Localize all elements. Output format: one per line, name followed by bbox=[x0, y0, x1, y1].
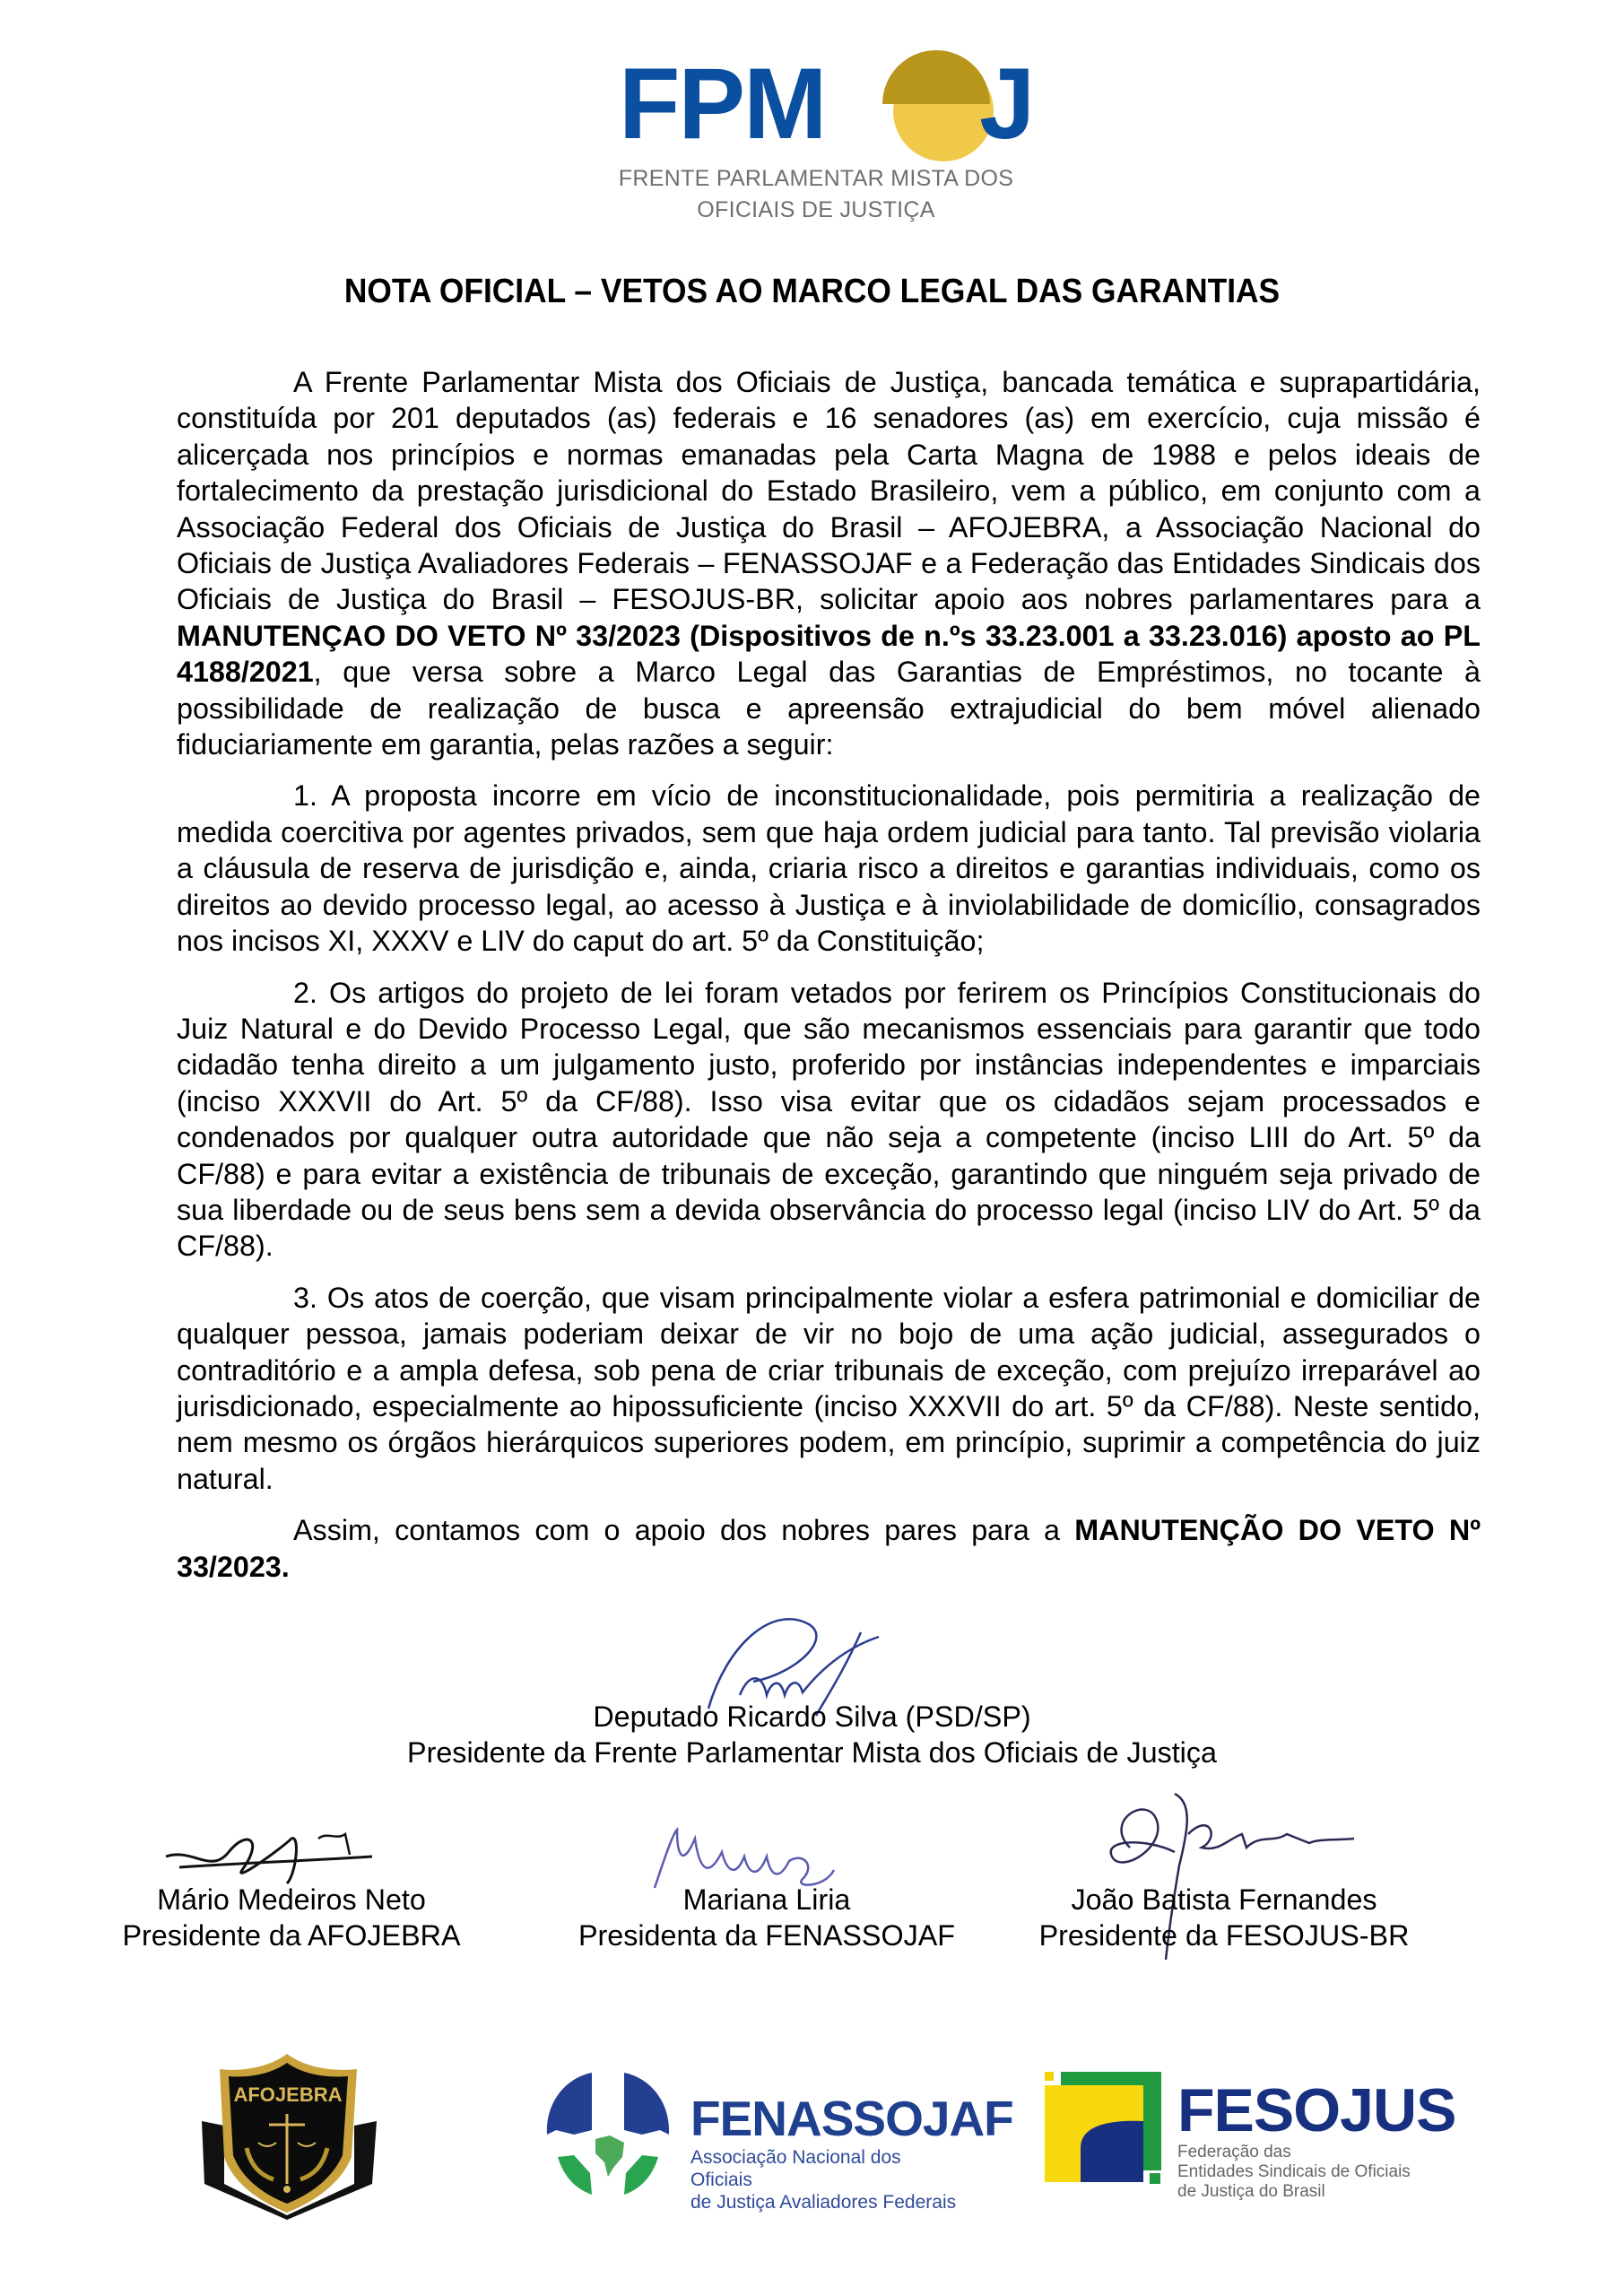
signatory-name: Mariana Liria bbox=[682, 1883, 851, 1916]
fesojus-logo-title: FESOJUS bbox=[1177, 2076, 1456, 2144]
fesojus-logo bbox=[1045, 2067, 1480, 2206]
closing-paragraph bbox=[177, 1512, 1481, 1585]
fenassojaf-logo-subtitle bbox=[690, 2146, 960, 2213]
signatory-role: Presidente da FESOJUS-BR bbox=[1038, 1919, 1410, 1952]
fpmoj-logo-subtitle bbox=[574, 163, 1058, 226]
fpmoj-logo-text-left: FPM bbox=[619, 48, 826, 160]
closing-bold-text: MANUTENÇÃO DO VETO Nº 33/2023. bbox=[177, 1514, 1481, 1583]
fpmoj-logo-text-right: J bbox=[979, 48, 1034, 160]
signatory-role: Presidente da AFOJEBRA bbox=[122, 1919, 461, 1952]
fesojus-subtitle-line2: Entidades Sindicais de Oficiais bbox=[1177, 2162, 1411, 2181]
signature-block-fesojus bbox=[1013, 1882, 1435, 1954]
afojebra-logo bbox=[197, 2049, 381, 2220]
fenassojaf-logo-title: FENASSOJAF bbox=[690, 2091, 1013, 2146]
fenassojaf-subtitle-line1: Associação Nacional dos Oficiais bbox=[690, 2147, 901, 2190]
fenassojaf-logo bbox=[538, 2067, 1013, 2213]
fpmoj-subtitle-line2: OFICIAIS DE JUSTIÇA bbox=[697, 197, 935, 222]
closing-text: Assim, contamos com o apoio dos nobres pares para a bbox=[293, 1514, 1075, 1547]
intro-bold-text: MANUTENÇAO DO VETO Nº 33/2023 (Dispositivos de n.ºs 33.23.001 a 33.23.016) aposto ao PL 4188/2021 bbox=[177, 619, 1481, 689]
signatory-role: Presidenta da FENASSOJAF bbox=[578, 1919, 956, 1952]
reason-item-2: 2. Os artigos do projeto de lei foram vetados por ferirem os Princípios Constitucionais do Juiz Natural e do Devido Processo Legal, que são mecanismos essenciais para garantir que todo cidadão tenha direito a um julgamento justo, proferido por instâncias independentes e imparciais (inciso XXXVII do Art. 5º da CF/88). Isso visa evitar que os cidadãos sejam processados e condenados por qualquer outra autoridade que não seja a competente (inciso LIII do Art. 5º da CF/88) e para evitar a existência de tribunais de exceção, garantindo que ninguém seja privado de sua liberdade ou de seus bens sem a devida observância do processo legal (inciso LIV do Art. 5º da CF/88). bbox=[177, 976, 1481, 1263]
signature-block-afojebra bbox=[90, 1882, 493, 1954]
fenassojaf-emblem-icon bbox=[538, 2067, 682, 2202]
fesojus-subtitle-line1: Federação das bbox=[1177, 2143, 1291, 2161]
intro-text-continued: , que versa sobre a Marco Legal das Garantias de Empréstimos, no tocante à possibilidade de realização de busca e apreensão extrajudicial do bem móvel alienado fiduciariamente em garantia, pelas razões a seguir: bbox=[177, 656, 1481, 761]
intro-text: A Frente Parlamentar Mista dos Oficiais de Justiça, bancada temática e suprapartidária, constituída por 201 deputados (as) federais e 16 senadores (as) em exercício, cuja missão é alicerçada nos princípios e normas emanadas pela Carta Magna de 1988 e pelos ideais de fortalecimento da prestação jurisdicional do Estado Brasileiro, vem a público, em conjunto com a Associação Federal dos Oficiais de Justiça do Brasil – AFOJEBRA, a Associação Nacional do Oficiais de Justiça Avaliadores Federais – FENASSOJAF e a Federação das Entidades Sindicais dos Oficiais de Justiça do Brasil – FESOJUS-BR, solicitar apoio aos nobres parlamentares para a bbox=[177, 366, 1481, 616]
fesojus-emblem-icon bbox=[1045, 2067, 1170, 2184]
afojebra-logo-text: AFOJEBRA bbox=[233, 2083, 343, 2106]
fpmoj-sun-icon bbox=[879, 47, 995, 163]
signature-block-main bbox=[0, 1699, 1624, 1771]
fpmoj-logo bbox=[619, 48, 1040, 160]
signatory-name: Mário Medeiros Neto bbox=[157, 1883, 426, 1916]
intro-paragraph bbox=[177, 364, 1481, 762]
signatory-role: Presidente da Frente Parlamentar Mista dos Oficiais de Justiça bbox=[407, 1736, 1217, 1770]
signatory-name: Deputado Ricardo Silva (PSD/SP) bbox=[593, 1700, 1031, 1733]
fpmoj-subtitle-line1: FRENTE PARLAMENTAR MISTA DOS bbox=[618, 166, 1014, 191]
afojebra-shield-icon bbox=[197, 2049, 381, 2220]
fesojus-logo-subtitle bbox=[1177, 2143, 1411, 2202]
document-body bbox=[177, 364, 1481, 1600]
signature-block-fenassojaf bbox=[556, 1882, 977, 1954]
document-title: NOTA OFICIAL – VETOS AO MARCO LEGAL DAS GARANTIAS bbox=[343, 273, 1281, 310]
reason-item-3: 3. Os atos de coerção, que visam principalmente violar a esfera patrimonial e domiciliar de qualquer pessoa, jamais poderiam deixar de vir no bojo de uma ação judicial, assegurados o contraditório e a ampla defesa, sob pena de criar tribunais de exceção, com prejuízo irreparável ao jurisdicionado, especialmente ao hipossuficiente (inciso XXXVII do art. 5º da CF/88). Neste sentido, nem mesmo os órgãos hierárquicos superiores podem, em princípio, suprimir a competência do juiz natural. bbox=[177, 1281, 1481, 1495]
fenassojaf-subtitle-line2: de Justiça Avaliadores Federais bbox=[690, 2192, 957, 2213]
reason-item-1: 1. A proposta incorre em vício de inconstitucionalidade, pois permitiria a realização de medida coercitiva por agentes privados, sem que haja ordem judicial para tanto. Tal previsão violaria a cláusula de reserva de jurisdição e, ainda, criaria risco a direitos e garantias individuais, como os direitos ao devido processo legal, ao acesso à Justiça e à inviolabilidade de domicílio, consagrados nos incisos XI, XXXV e LIV do caput do art. 5º da Constituição; bbox=[177, 779, 1481, 958]
signatory-name: João Batista Fernandes bbox=[1071, 1883, 1377, 1916]
fesojus-subtitle-line3: de Justiça do Brasil bbox=[1177, 2182, 1325, 2201]
